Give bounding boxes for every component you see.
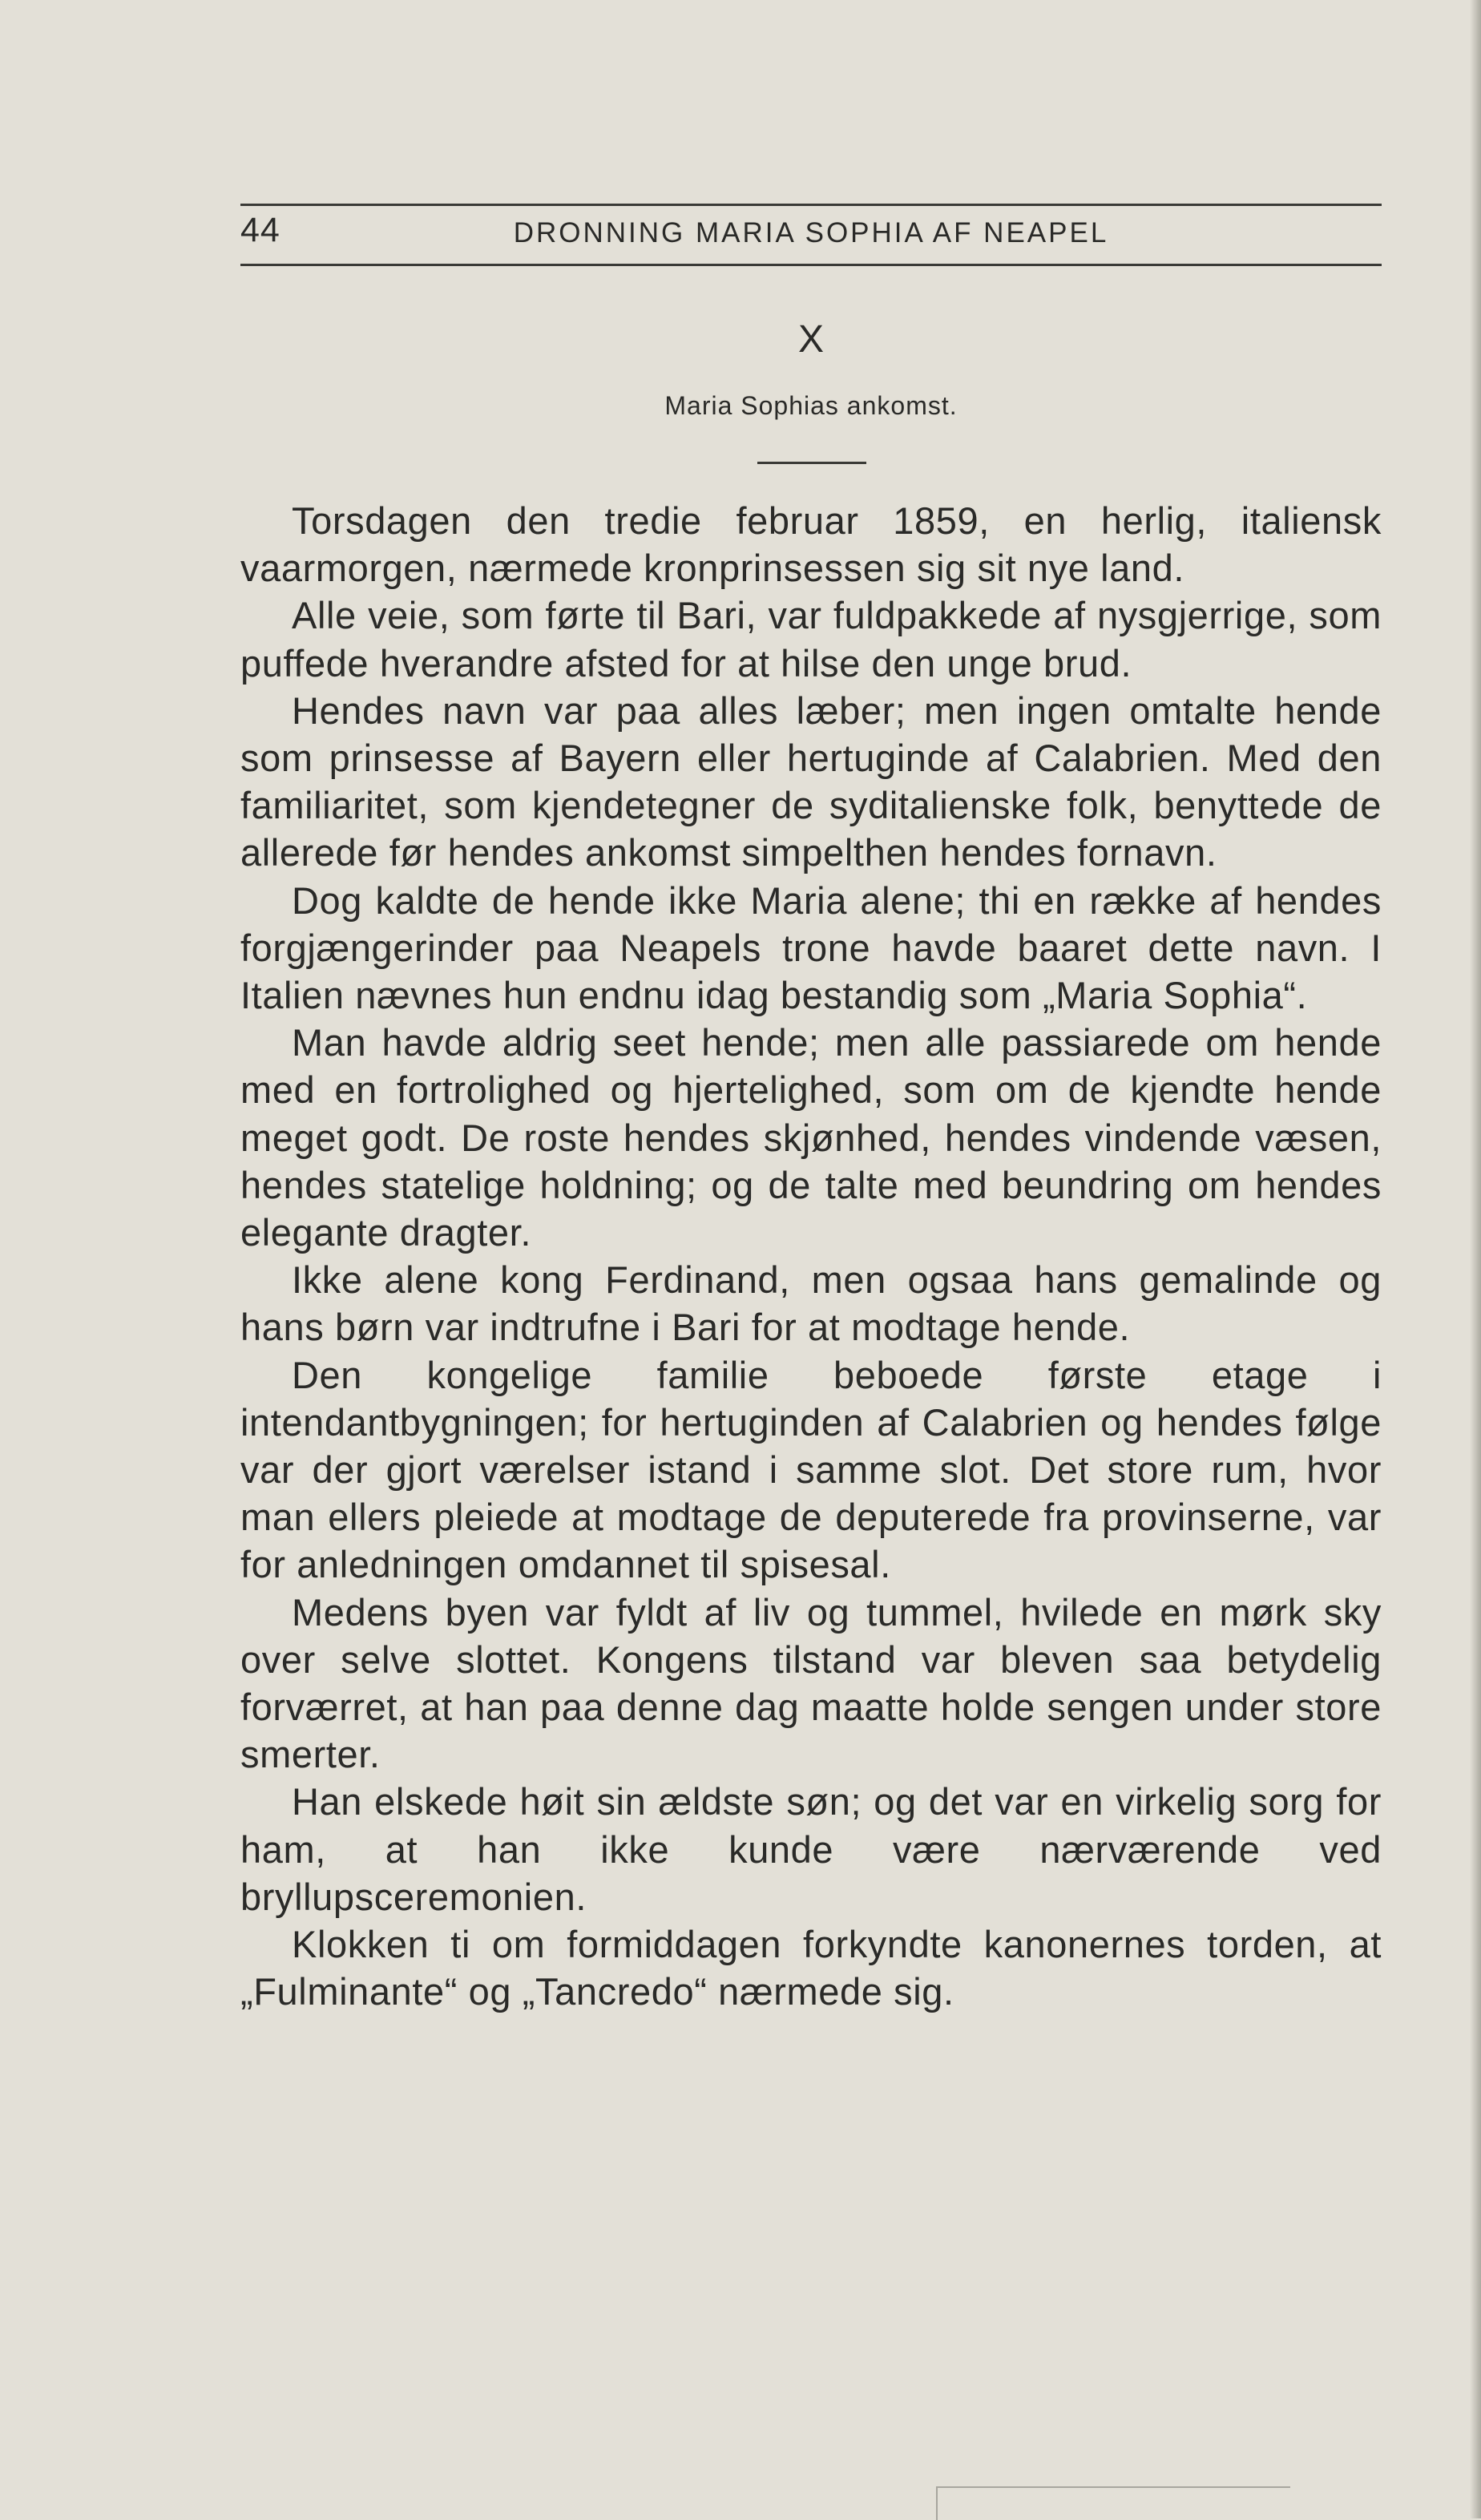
body-text [240, 497, 1382, 2016]
page-edge-shadow [1470, 0, 1481, 2518]
running-title: DRONNING MARIA SOPHIA AF NEAPEL [513, 217, 1109, 248]
chapter-divider [757, 462, 866, 464]
paragraph: Han elskede høit sin ældste søn; og det var en virkelig sorg for ham, at han ikke kunde være nærværende ved bryllupsceremonien. [240, 1780, 1382, 1918]
paragraph: Alle veie, som førte til Bari, var fuldpakkede af nysgjerrige, som puffede hverandre afsted for at hilse den unge brud. [240, 594, 1382, 685]
paragraph: Man havde aldrig seet hende; men alle passiarede om hende med en fortrolighed og hjertelighed, som om de kjendte hende meget godt. De roste hendes skjønhed, hendes vindende væsen, hendes statelige holdning; og de talte med beundring om hendes elegante dragter. [240, 1021, 1382, 1254]
page-number: 44 [240, 211, 280, 249]
paragraph: Dog kaldte de hende ikke Maria alene; thi en række af hendes forgjængerinder paa Neapels trone havde baaret dette navn. I Italien nævnes hun endnu idag bestandig som „Maria Sophia“. [240, 878, 1382, 1017]
chapter-subtitle: Maria Sophias ankomst. [664, 391, 958, 420]
running-header [240, 204, 1382, 266]
paragraph: Ikke alene kong Ferdinand, men ogsaa hans gemalinde og hans børn var indtrufne i Bari for at modtage hende. [240, 1258, 1382, 1349]
scan-corner-mark [936, 2486, 1290, 2520]
paragraph: Klokken ti om formiddagen forkyndte kanonernes torden, at „Fulminante“ og „Tancredo“ nærmede sig. [240, 1923, 1382, 2013]
paragraph: Torsdagen den tredie februar 1859, en herlig, italiensk vaarmorgen, nærmede kronprinsessen sig sit nye land. [240, 499, 1382, 590]
paragraph: Den kongelige familie beboede første etage i intendantbygningen; for hertuginden af Calabrien og hendes følge var der gjort værelser istand i samme slot. Det store rum, hvor man ellers pleiede at modtage de deputerede fra provinserne, var for anledningen omdannet til spisesal. [240, 1353, 1382, 1586]
paragraph: Hendes navn var paa alles læber; men ingen omtalte hende som prinsesse af Bayern eller hertuginde af Calabrien. Med den familiaritet, som kjendetegner de syditalienske folk, benyttede de allerede før hendes ankomst simpelthen hendes fornavn. [240, 689, 1382, 874]
chapter-number: X [797, 318, 824, 361]
paragraph: Medens byen var fyldt af liv og tummel, hvilede en mørk sky over selve slottet. Kongens tilstand var bleven saa betydelig forværret, at han paa denne dag maatte holde sengen under store smerter. [240, 1590, 1382, 1776]
